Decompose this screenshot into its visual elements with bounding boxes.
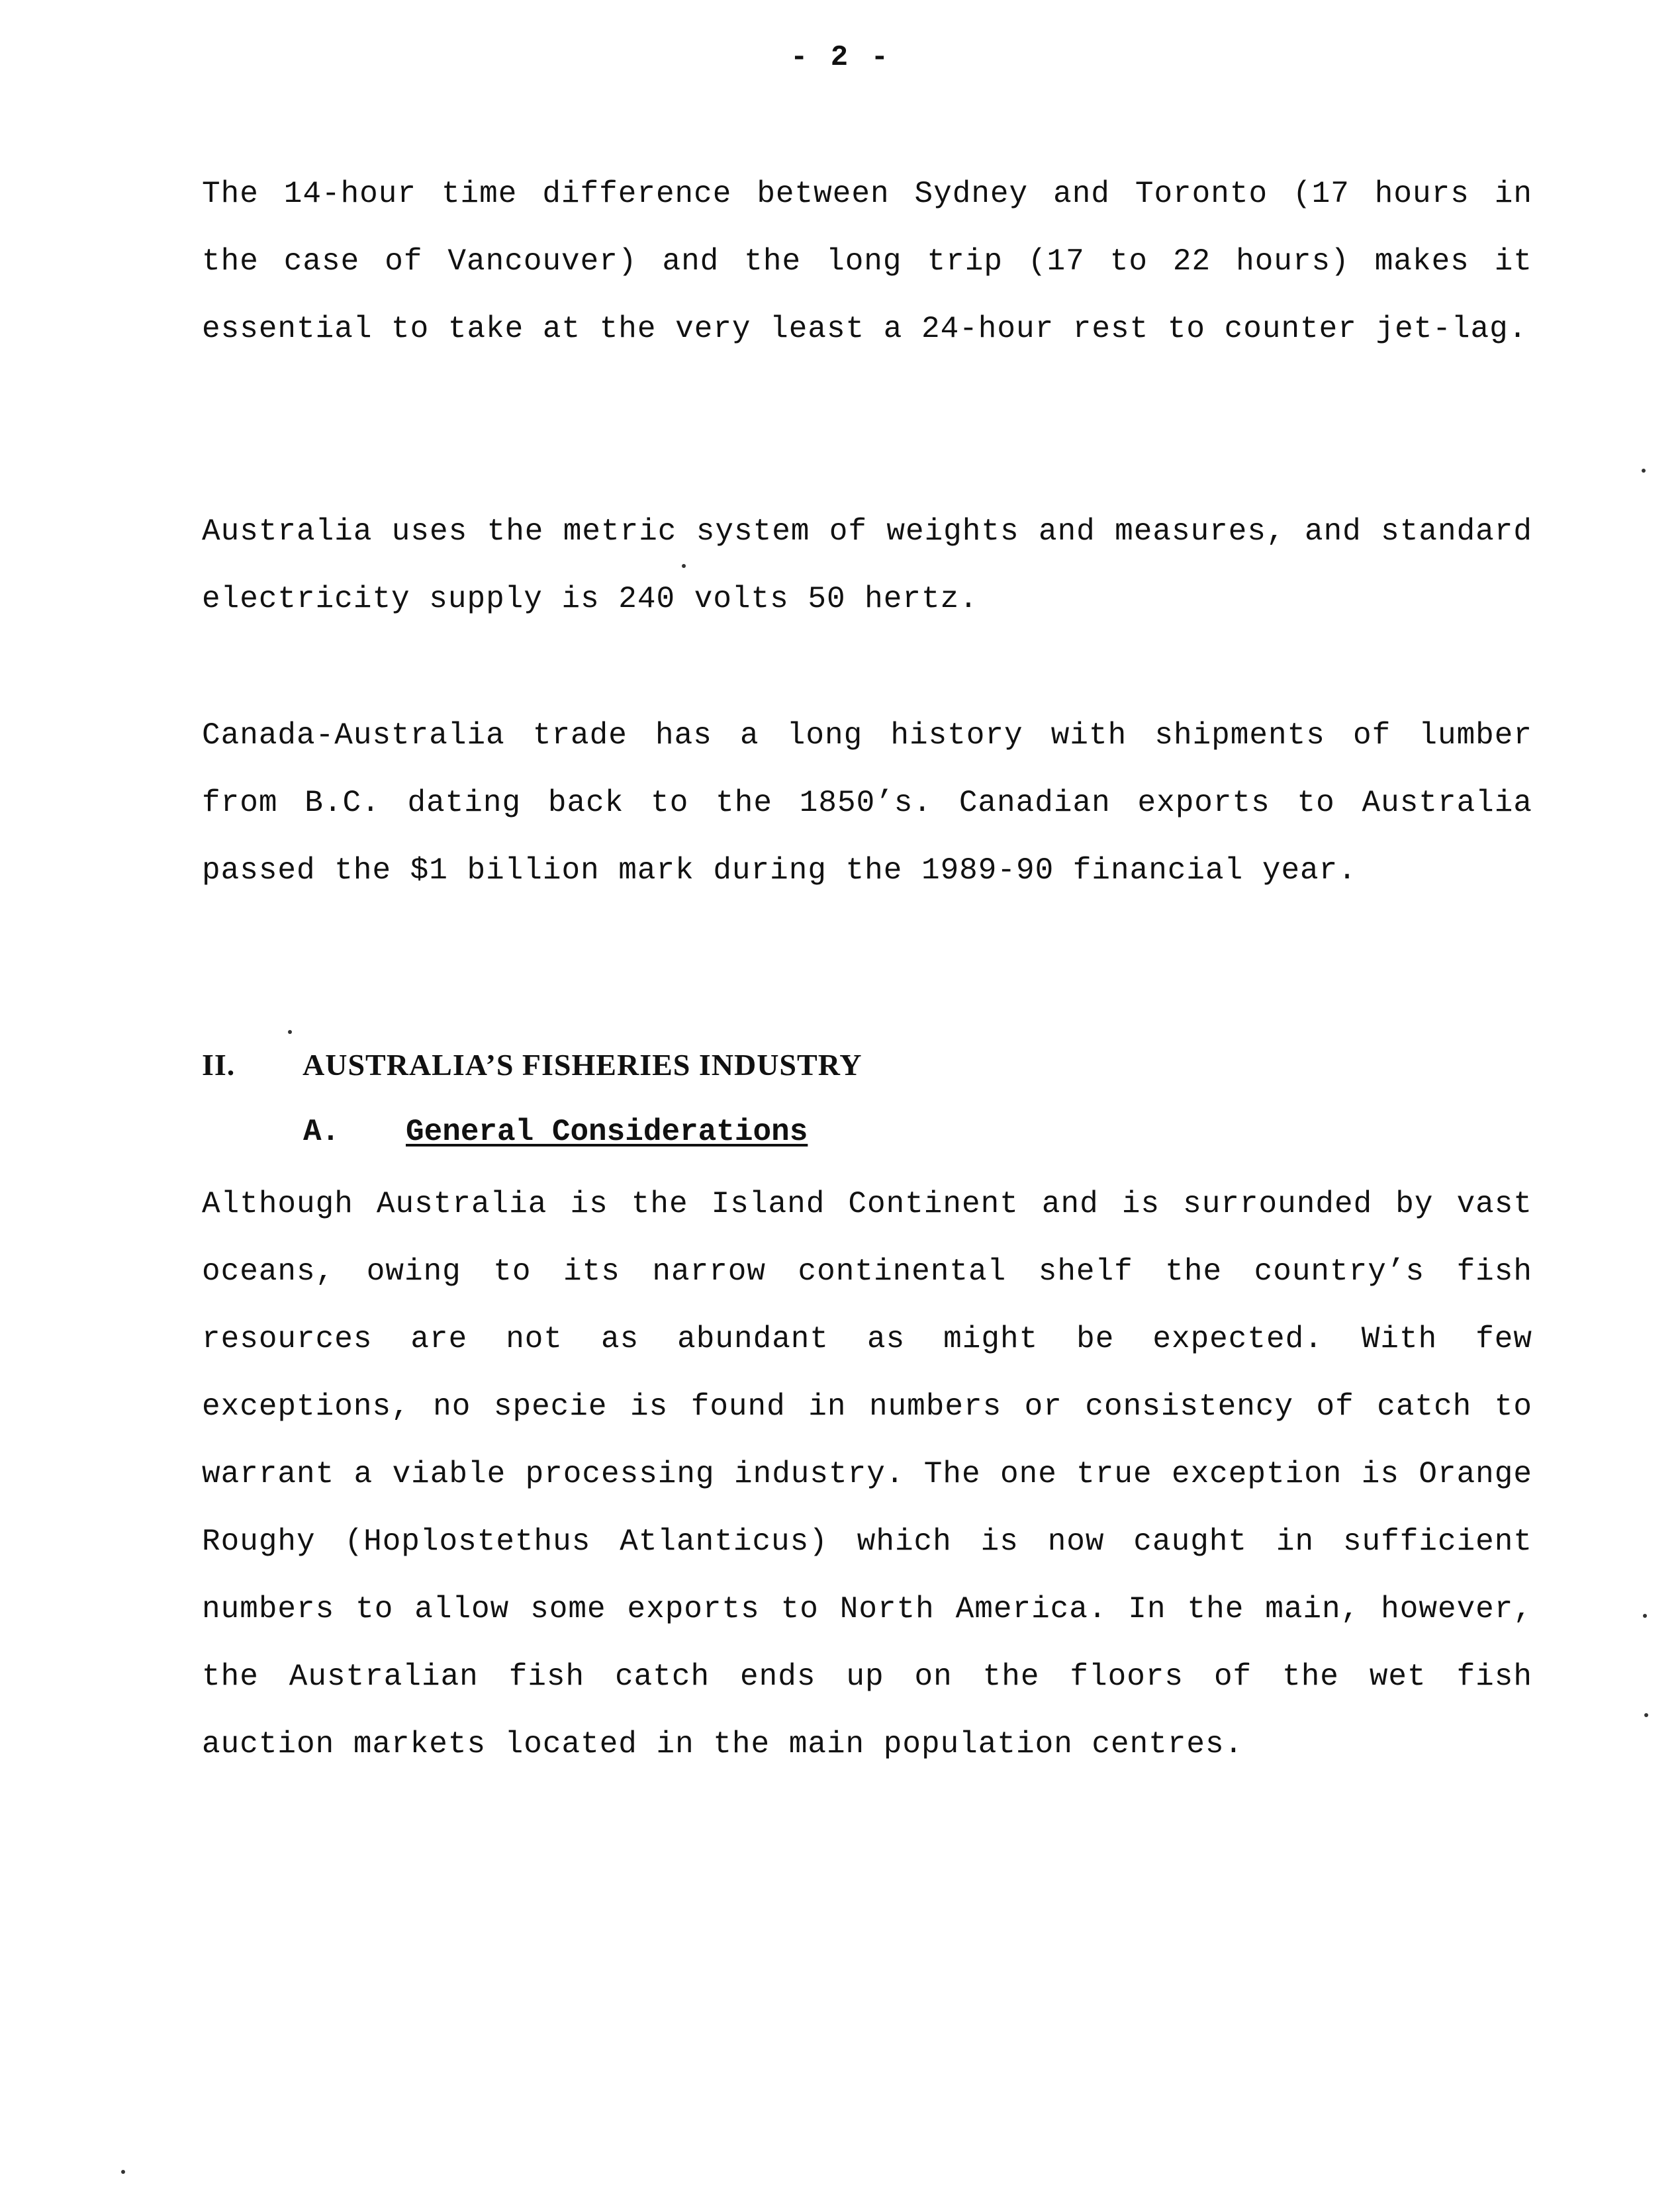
scan-speck — [121, 2170, 125, 2174]
paragraph-fisheries-general: Although Australia is the Island Continent and is surrounded by vast oceans, owing to its narrow continental shelf the country’s fish resources are not as abundant as might be expected. With few exceptions, no specie is found in numbers or consistency of catch to warrant a viable processing industry. The one true exception is Orange Roughy (Hoplostethus Atlanticus) which is now caught in sufficient numbers to allow some exports to North America. In the main, however, the Australian fish catch ends up on the floors of the wet fish auction markets located in the main population centres. — [202, 1187, 1532, 1761]
scan-speck — [1644, 1713, 1648, 1717]
paragraph-trade-history: Canada-Australia trade has a long history with shipments of lumber from B.C. dating back to the 1850’s. Canadian exports to Australia passed the $1 billion mark during the 1989-90 financial year. — [202, 718, 1532, 888]
subsection-letter: A. — [303, 1115, 340, 1149]
subsection-title: General Considerations — [406, 1115, 808, 1149]
paragraph-metric-system: Australia uses the metric system of weights and measures, and standard electricity supply is 240 volts 50 hertz. — [202, 514, 1532, 616]
section-number: II. — [202, 1048, 236, 1082]
scan-speck — [1643, 1614, 1647, 1618]
subsection-heading — [303, 1115, 808, 1149]
paragraph-time-difference: The 14-hour time difference between Sydney and Toronto (17 hours in the case of Vancouver) and the long trip (17 to 22 hours) makes it essential to take at the very least a 24-hour rest to counter jet-lag. — [202, 177, 1532, 346]
scan-speck — [288, 1030, 292, 1034]
scan-speck — [1642, 469, 1646, 473]
section-title: AUSTRALIA’S FISHERIES INDUSTRY — [303, 1048, 863, 1082]
scan-speck — [682, 564, 686, 568]
section-heading — [202, 1047, 863, 1082]
page-number: - 2 - — [790, 41, 892, 74]
